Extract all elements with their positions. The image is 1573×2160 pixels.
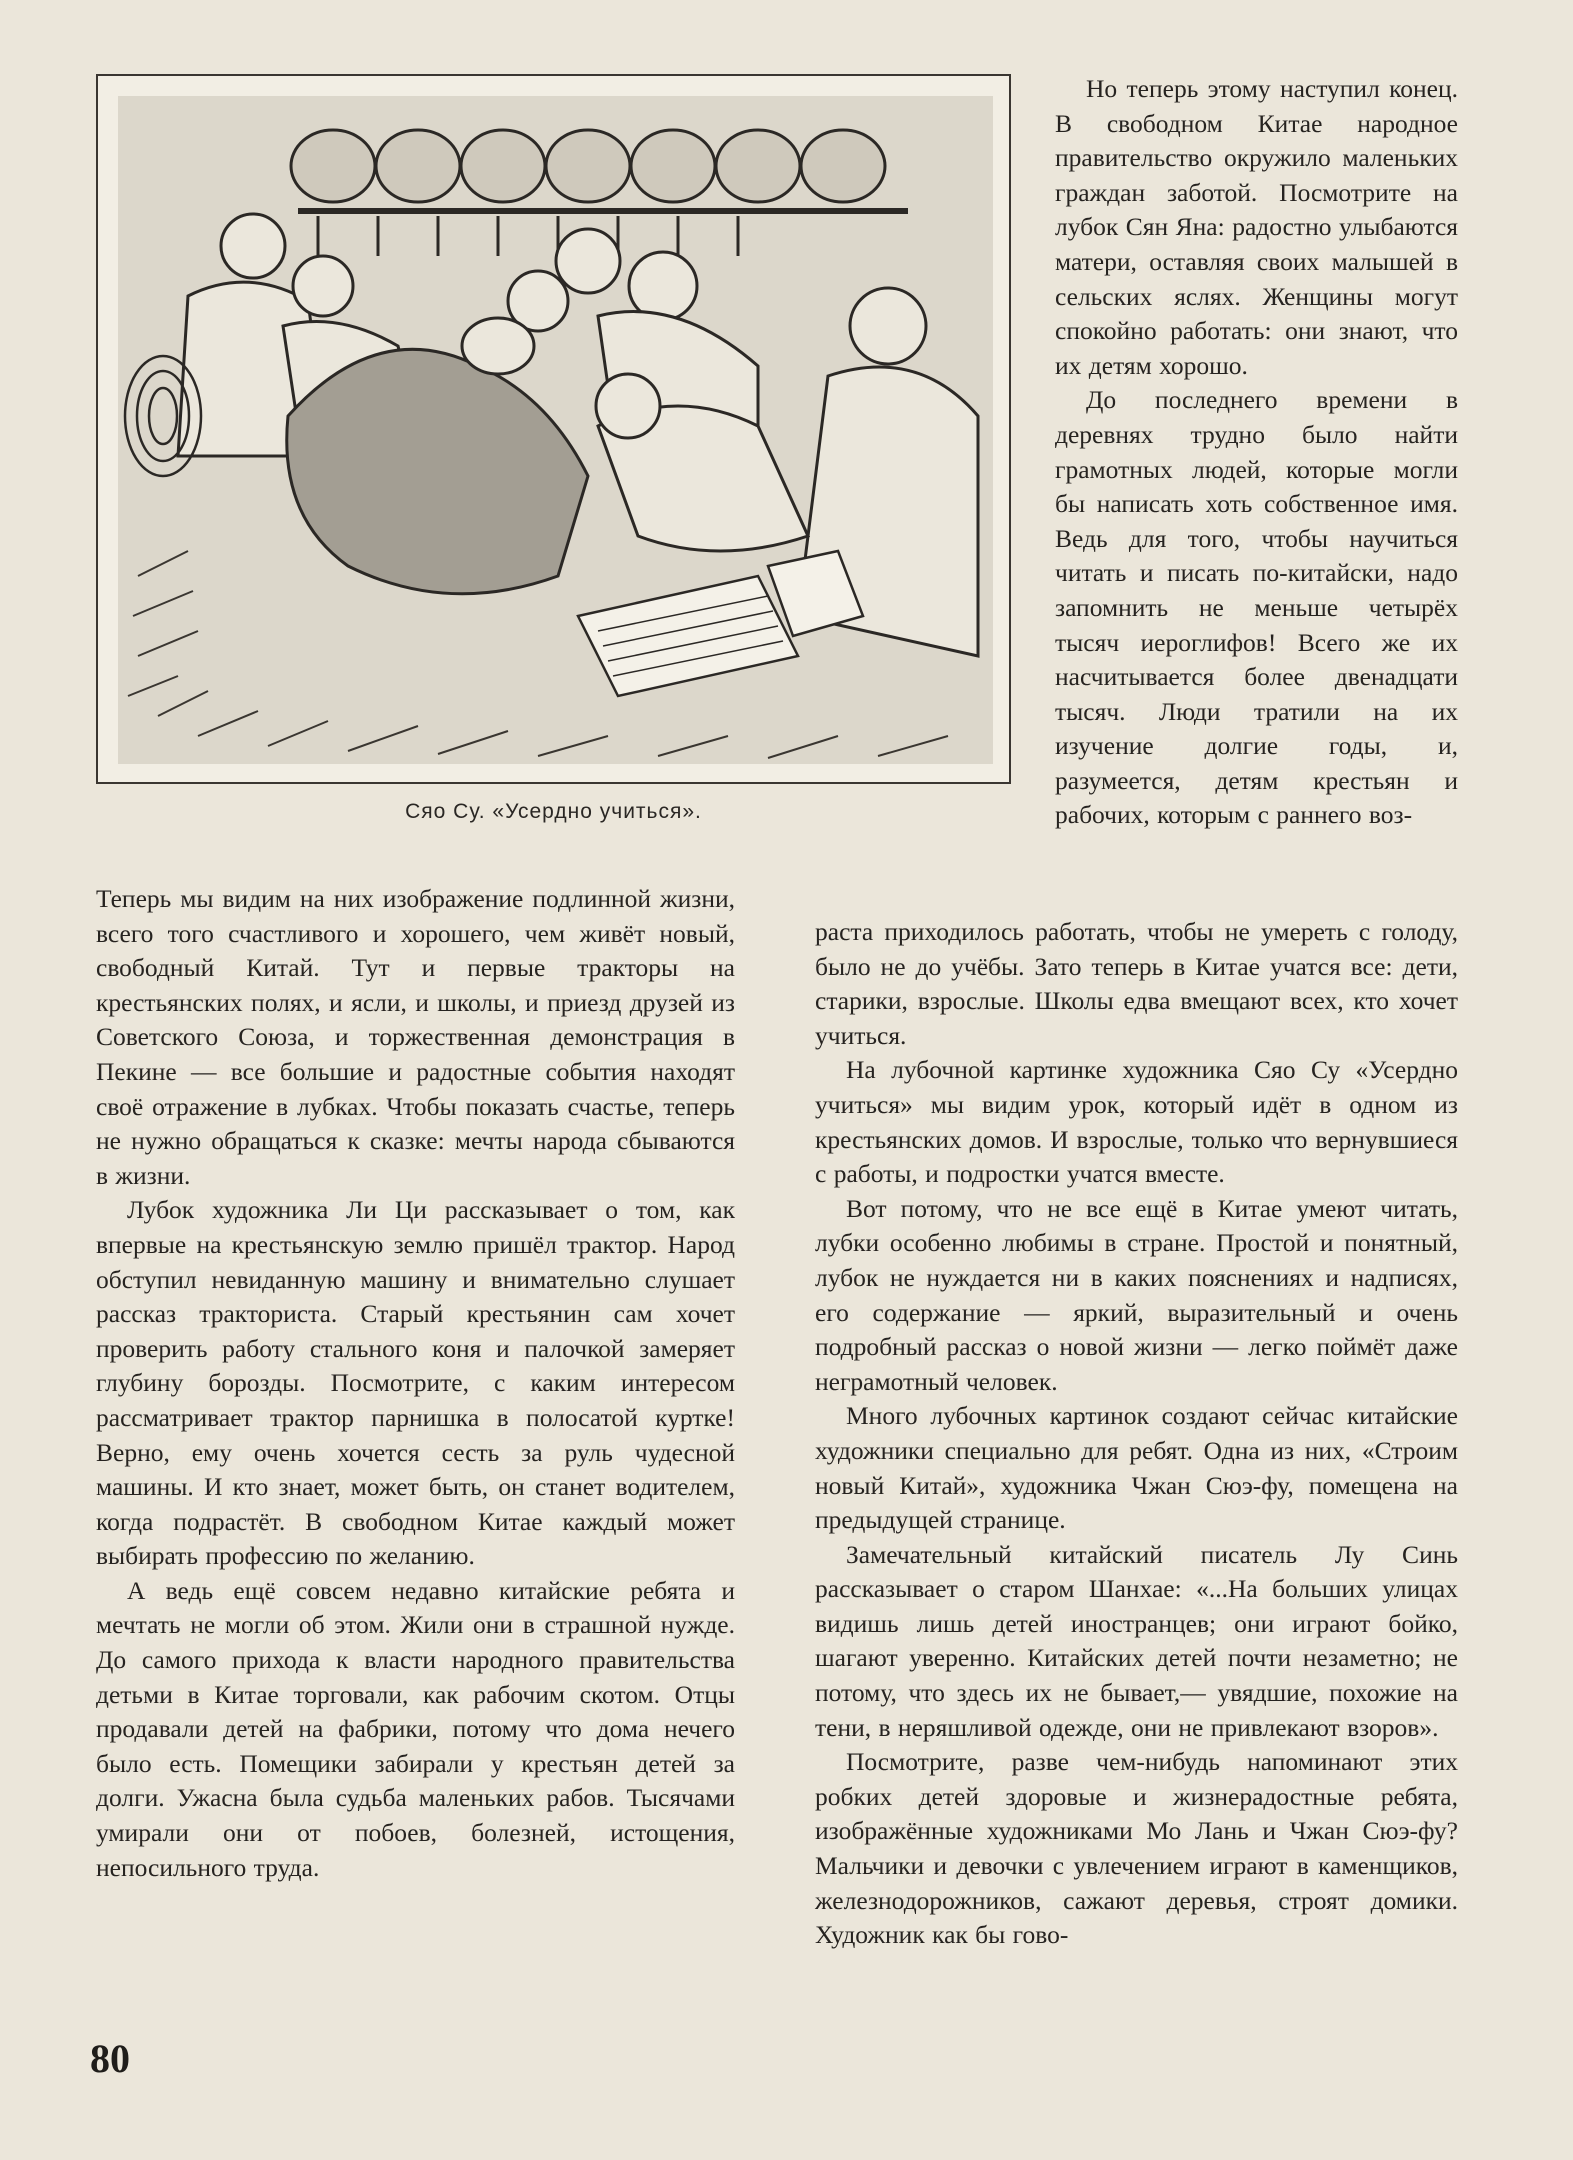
page-number: 80 <box>90 2036 130 2081</box>
paragraph: Посмотрите, разве чем-нибудь напоминают этих робких детей здоровые и жизнерадостные ребята, изображённые художниками Мо Лань и Чжан Сюэ-фу? Мальчики и девочки с увлечением играют в каменщиков, железнодорожников, сажают деревья, строят домики. Художник как бы гово- <box>815 1747 1458 1950</box>
column-left <box>96 882 735 1885</box>
paragraph: Лубок художника Ли Ци рассказывает о том, как впервые на крестьянскую землю пришёл трактор. Народ обступил невиданную машину и внимательно слушает рассказ тракториста. Старый крестьянин сам хочет проверить работу стального коня и палочкой замеряет глубину борозды. Посмотрите, с каким интересом рассматривает трактор парнишка в полосатой куртке! Верно, ему очень хочется сесть за руль чудесной машины. И кто знает, может быть, он станет водителем, когда подрастёт. В свободном Китае каждый может выбирать профессию по желанию. <box>96 1195 735 1571</box>
column-right <box>815 915 1458 1953</box>
woodblock-illustration <box>96 74 1011 784</box>
paragraph: Вот потому, что не все ещё в Китае умеют читать, лубки особенно любимы в стране. Простой и понятный, лубок не нуждается ни в каких пояснениях и надписях, его содержание — яркий, выразительный и очень подробный рассказ о новой жизни — легко поймёт даже неграмотный человек. <box>815 1193 1458 1396</box>
paragraph: На лубочной картинке художника Сяо Су «Усердно учиться» мы видим урок, который идёт в одном из крестьянских домов. И взрослые, только что вернувшиеся с работы, и подростки учатся вместе. <box>815 1055 1458 1189</box>
paragraph: раста приходилось работать, чтобы не умереть с голоду, было не до учёбы. Зато теперь в Китае учатся все: дети, старики, взрослые. Школы едва вмещают всех, кто хочет учиться. <box>815 917 1458 1050</box>
paragraph: Теперь мы видим на них изображение подлинной жизни, всего того счастливого и хорошего, чем живёт новый, свободный Китай. Тут и первые тракторы на крестьянских полях, и ясли, и школы, и приезд друзей из Советского Союза, и торжественная демонстрация в Пекине — все большие и радостные события находят своё отражение в лубках. Чтобы показать счастье, теперь не нужно обращаться к сказке: мечты народа сбываются в жизни. <box>96 884 735 1190</box>
column-top-right <box>1055 72 1458 833</box>
paragraph: Но теперь этому наступил конец. В свободном Китае народное правительство окружило маленьких граждан заботой. Посмотрите на лубок Сян Яна: радостно улыбаются матери, оставляя своих малышей в сельских яслях. Женщины могут спокойно работать: они знают, что их детям хорошо. <box>1055 74 1458 380</box>
paragraph: Много лубочных картинок создают сейчас китайские художники специально для ребят. Одна из них, «Строим новый Китай», художника Чжан Сюэ-фу, помещена на предыдущей странице. <box>815 1401 1458 1535</box>
illustration-study-scene <box>118 96 993 764</box>
figure-caption: Сяо Су. «Усердно учиться». <box>405 800 702 823</box>
paragraph: До последнего времени в деревнях трудно было найти грамотных людей, которые могли бы написать хоть собственное имя. Ведь для того, чтобы научиться читать и писать по-китайски, надо запомнить не меньше четырёх тысяч иероглифов! Всего же их насчитывается более двенадцати тысяч. Люди тратили на их изучение долгие годы, и, разумеется, детям крестьян и рабочих, которым с раннего воз- <box>1055 385 1458 830</box>
paragraph: А ведь ещё совсем недавно китайские ребята и мечтать не могли об этом. Жили они в страшной нужде. До самого прихода к власти народного правительства детьми в Китае торговали, как рабочим скотом. Отцы продавали детей на фабрики, потому что дома нечего было есть. Помещики забирали у крестьян детей за долги. Ужасна была судьба маленьких рабов. Тысячами умирали они от побоев, болезней, истощения, непосильного труда. <box>96 1575 735 1882</box>
paragraph: Замечательный китайский писатель Лу Синь рассказывает о старом Шанхае: «...На больших улицах видишь лишь детей иностранцев; они играют бойко, шагают уверенно. Китайских детей почти незаметно; не потому, что здесь их не бывает,— увядшие, похожие на тени, в неряшливой одежде, они не привлекают взоров». <box>815 1539 1458 1742</box>
